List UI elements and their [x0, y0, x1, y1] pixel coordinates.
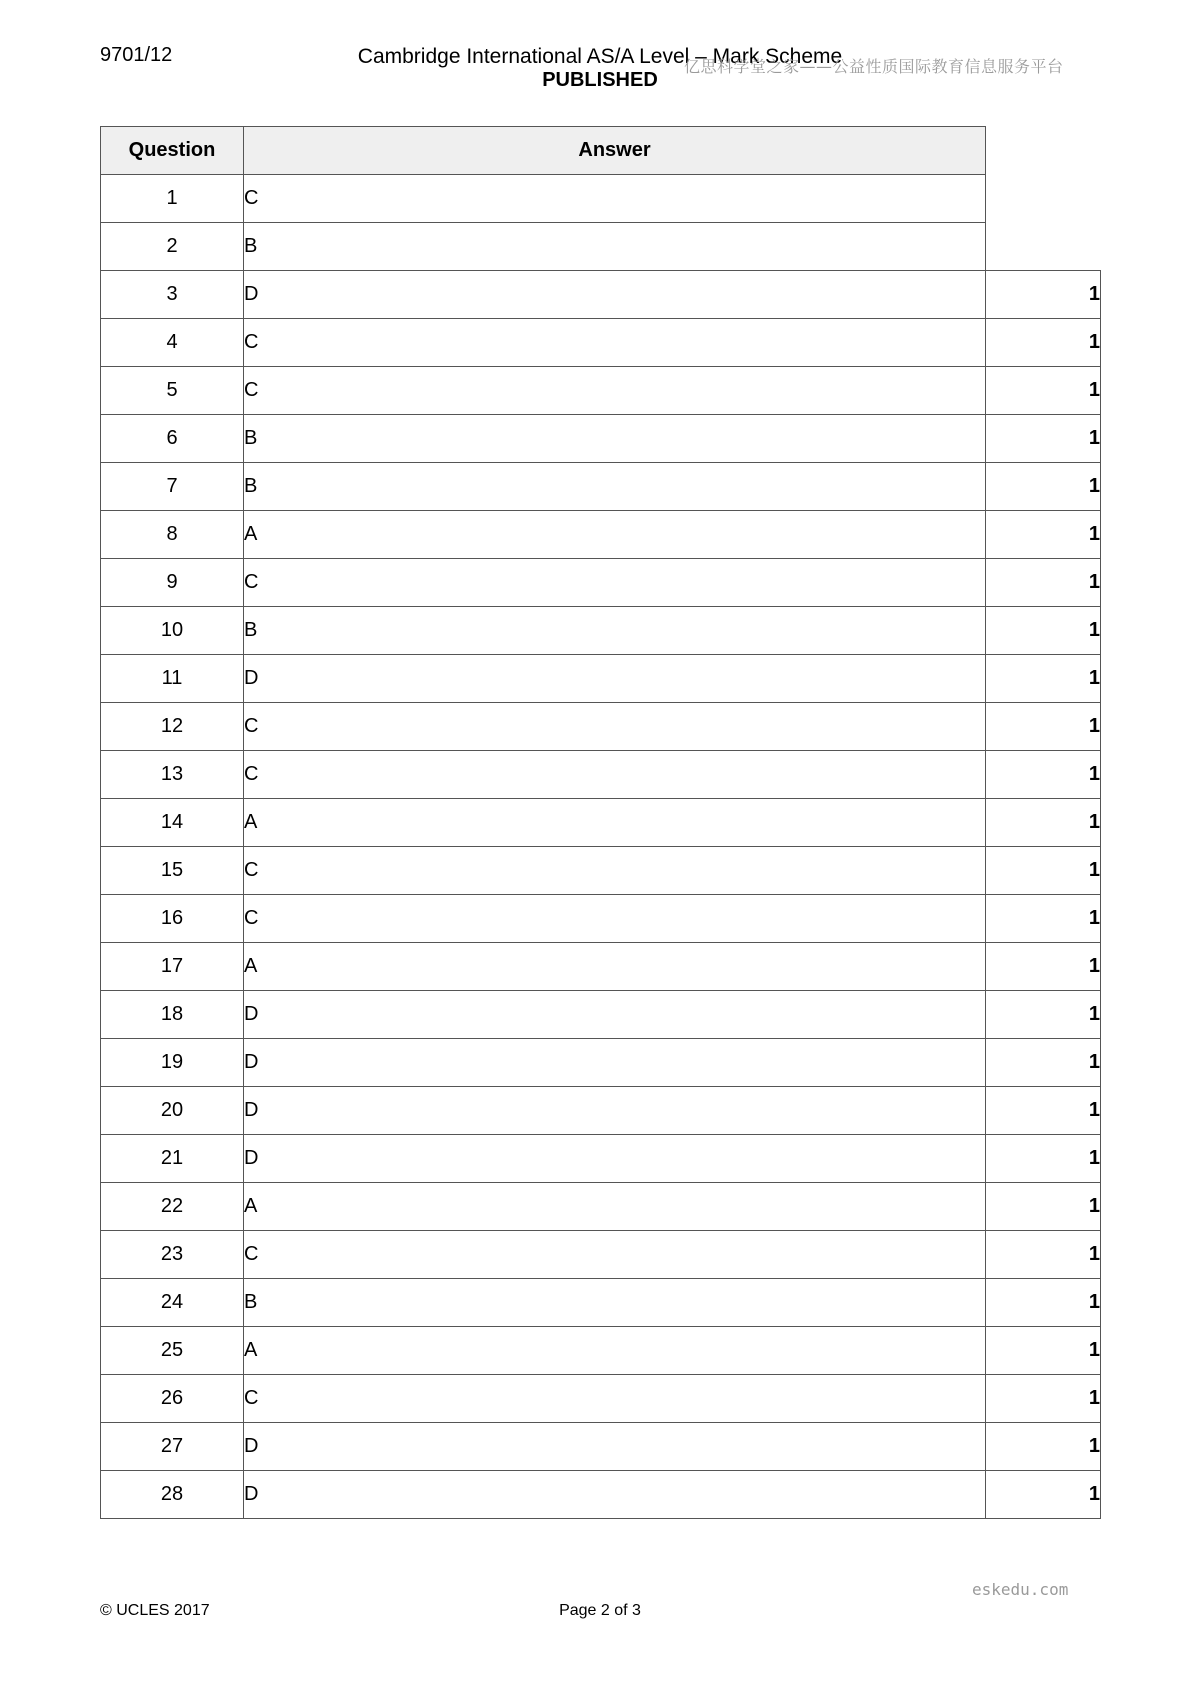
table-row	[101, 559, 1101, 607]
answer-cell: A	[244, 1327, 986, 1375]
marks-cell: 1	[986, 271, 1101, 319]
question-number: 7	[101, 463, 244, 511]
table-row	[101, 319, 1101, 367]
table-row	[101, 463, 1101, 511]
page-number: Page 2 of 3	[559, 1602, 641, 1619]
question-number: 24	[101, 1279, 244, 1327]
question-number: 18	[101, 991, 244, 1039]
question-number: 19	[101, 1039, 244, 1087]
answer-cell: C	[244, 1375, 986, 1423]
question-number: 1	[101, 175, 244, 223]
marks-cell: 1	[986, 751, 1101, 799]
table-row	[101, 415, 1101, 463]
table-row	[101, 655, 1101, 703]
question-number: 11	[101, 655, 244, 703]
question-number: 21	[101, 1135, 244, 1183]
answer-cell: C	[244, 559, 986, 607]
answer-cell: A	[244, 511, 986, 559]
marks-cell: 1	[986, 655, 1101, 703]
table-row	[101, 1039, 1101, 1087]
marks-cell: 1	[986, 607, 1101, 655]
answer-cell: D	[244, 271, 986, 319]
answer-cell: D	[244, 655, 986, 703]
marks-cell: 1	[986, 847, 1101, 895]
table-row	[101, 799, 1101, 847]
marks-cell: 1	[986, 1375, 1101, 1423]
table-row	[101, 1423, 1101, 1471]
answer-cell: B	[244, 223, 986, 271]
marks-cell: 1	[986, 1135, 1101, 1183]
question-number: 23	[101, 1231, 244, 1279]
table-row	[101, 1279, 1101, 1327]
question-number: 15	[101, 847, 244, 895]
question-number: 22	[101, 1183, 244, 1231]
marks-cell: 1	[986, 319, 1101, 367]
marks-cell: 1	[986, 559, 1101, 607]
question-number: 9	[101, 559, 244, 607]
copyright: © UCLES 2017	[100, 1602, 210, 1619]
marks-cell: 1	[986, 943, 1101, 991]
mark-scheme-table	[100, 126, 1101, 1519]
marks-cell: 1	[986, 511, 1101, 559]
answer-cell: D	[244, 1087, 986, 1135]
answer-cell: D	[244, 1039, 986, 1087]
document-status: PUBLISHED	[542, 69, 658, 91]
column-header-answer: Answer	[244, 127, 986, 175]
column-header-marks	[986, 127, 1101, 175]
marks-cell: 1	[986, 415, 1101, 463]
question-number: 16	[101, 895, 244, 943]
table-row	[101, 1087, 1101, 1135]
table-row	[101, 751, 1101, 799]
answer-cell: B	[244, 607, 986, 655]
answer-cell: D	[244, 1135, 986, 1183]
answer-cell: C	[244, 175, 986, 223]
question-number: 3	[101, 271, 244, 319]
table-header-row	[101, 127, 1101, 175]
marks-cell: 1	[986, 367, 1101, 415]
question-number: 8	[101, 511, 244, 559]
table-row	[101, 847, 1101, 895]
answer-cell: D	[244, 1471, 986, 1519]
footer-watermark: eskedu.com	[972, 1580, 1069, 1599]
answer-cell: B	[244, 1279, 986, 1327]
answer-cell: A	[244, 799, 986, 847]
table-body	[101, 175, 1101, 1519]
table-row	[101, 895, 1101, 943]
question-number: 20	[101, 1087, 244, 1135]
question-number: 5	[101, 367, 244, 415]
marks-cell: 1	[986, 463, 1101, 511]
table-row	[101, 1471, 1101, 1519]
question-number: 10	[101, 607, 244, 655]
table-row	[101, 367, 1101, 415]
marks-cell: 1	[986, 895, 1101, 943]
marks-cell: 1	[986, 1183, 1101, 1231]
table-row	[101, 175, 1101, 223]
answer-cell: C	[244, 1231, 986, 1279]
answer-cell: C	[244, 319, 986, 367]
table-row	[101, 1375, 1101, 1423]
question-number: 13	[101, 751, 244, 799]
answer-cell: B	[244, 415, 986, 463]
answer-cell: D	[244, 991, 986, 1039]
answer-cell: C	[244, 703, 986, 751]
question-number: 6	[101, 415, 244, 463]
column-header-question: Question	[101, 127, 244, 175]
marks-cell	[986, 175, 1101, 223]
question-number: 14	[101, 799, 244, 847]
table-row	[101, 943, 1101, 991]
table-row	[101, 1135, 1101, 1183]
question-number: 17	[101, 943, 244, 991]
document-title: Cambridge International AS/A Level – Mark Scheme	[357, 45, 843, 68]
question-number: 4	[101, 319, 244, 367]
marks-cell: 1	[986, 991, 1101, 1039]
answer-cell: D	[244, 1423, 986, 1471]
question-number: 2	[101, 223, 244, 271]
answer-cell: A	[244, 943, 986, 991]
marks-cell: 1	[986, 703, 1101, 751]
question-number: 25	[101, 1327, 244, 1375]
marks-cell: 1	[986, 1423, 1101, 1471]
question-number: 28	[101, 1471, 244, 1519]
table-row	[101, 607, 1101, 655]
answer-cell: B	[244, 463, 986, 511]
table-row	[101, 511, 1101, 559]
table-row	[101, 703, 1101, 751]
answer-cell: C	[244, 751, 986, 799]
answer-cell: A	[244, 1183, 986, 1231]
marks-cell: 1	[986, 1471, 1101, 1519]
marks-cell: 1	[986, 1327, 1101, 1375]
document-code: 9701/12	[100, 44, 173, 66]
table-row	[101, 1231, 1101, 1279]
answer-cell: C	[244, 895, 986, 943]
question-number: 12	[101, 703, 244, 751]
marks-cell	[986, 223, 1101, 271]
table-row	[101, 223, 1101, 271]
table-row	[101, 1183, 1101, 1231]
question-number: 26	[101, 1375, 244, 1423]
question-number: 27	[101, 1423, 244, 1471]
answer-cell: C	[244, 367, 986, 415]
table-row	[101, 271, 1101, 319]
marks-cell: 1	[986, 1279, 1101, 1327]
table-row	[101, 1327, 1101, 1375]
marks-cell: 1	[986, 1231, 1101, 1279]
marks-cell: 1	[986, 799, 1101, 847]
table-row	[101, 991, 1101, 1039]
marks-cell: 1	[986, 1087, 1101, 1135]
answer-cell: C	[244, 847, 986, 895]
header-watermark: 亿思科学堂之家——公益性质国际教育信息服务平台	[684, 57, 1064, 76]
marks-cell: 1	[986, 1039, 1101, 1087]
